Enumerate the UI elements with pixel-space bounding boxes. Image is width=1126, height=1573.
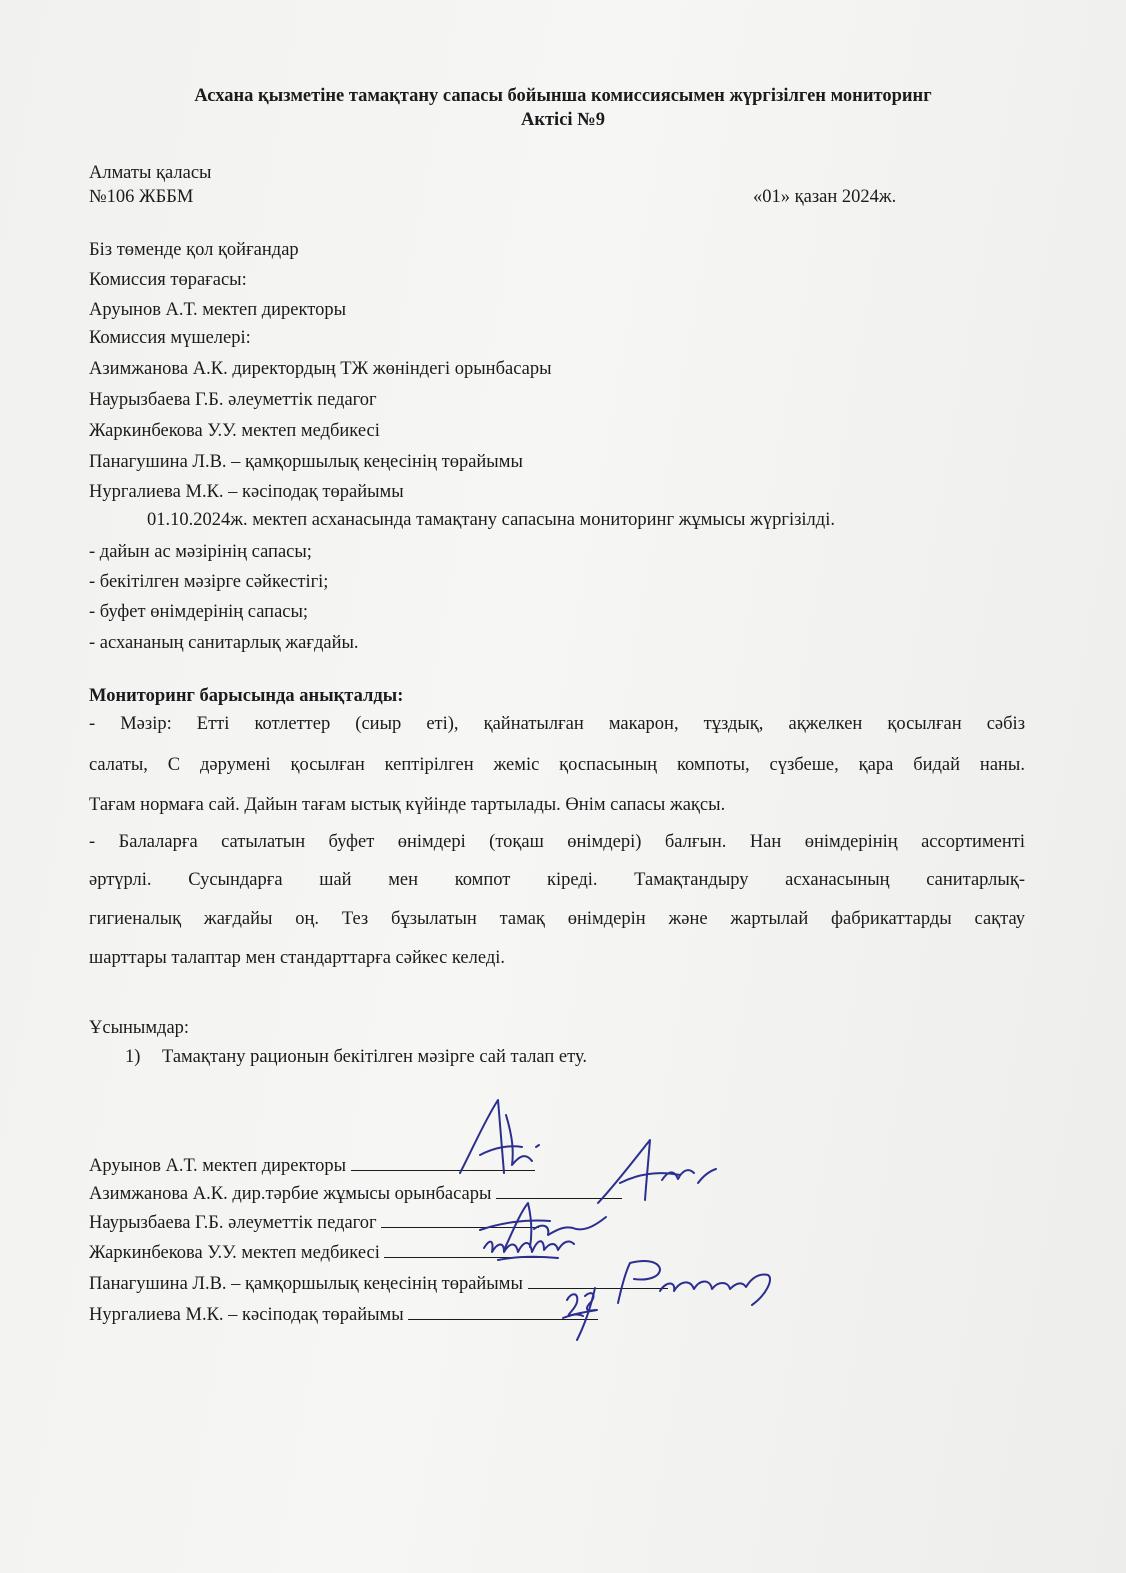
findings-line: шарттары талаптар мен стандарттарға сәйкес келеді. [89,948,506,968]
findings-line: Тағам нормаға сай. Дайын тағам ыстық күйінде тартылады. Өнім сапасы жақсы. [89,795,726,815]
signatory-name: Аруынов А.Т. мектеп директоры [89,1156,347,1176]
signatory-name: Наурызбаева Г.Б. әлеуметтік педагог [89,1213,377,1233]
document-title-line1: Асхана қызметіне тамақтану сапасы бойынша комиссиясымен жүргізілген мониторинг [194,86,932,106]
monitoring-item: - буфет өнімдерінің сапасы; [89,602,309,622]
recommendation-number: 1) [125,1047,141,1067]
recommendation-text: Тамақтану рационын бекітілген мәзірге сай талап ету. [162,1047,587,1067]
signature-row [89,1301,598,1326]
recommendations-label: Ұсынымдар: [89,1018,190,1038]
signed-below-text: Біз төменде қол қойғандар [89,240,299,260]
monitoring-item: - бекітілген мәзірге сәйкестігі; [89,572,329,592]
findings-line: гигиеналық жағдайы оң. Тез бұзылатын тамақ өнімдерін және жартылай фабрикаттарды сақтау [89,909,1025,929]
monitoring-item: - дайын ас мәзірінің сапасы; [89,542,312,562]
signature-scribble-6 [555,1280,605,1345]
document-title-line2: Актісі №9 [520,110,606,130]
signature-scribble-1 [440,1095,560,1180]
monitoring-item: - асхананың санитарлық жағдайы. [89,633,359,653]
member-item: Азимжанова А.К. директордың ТЖ жөніндегі орынбасары [89,359,552,379]
signatory-name: Азимжанова А.К. дир.тәрбие жұмысы орынбасары [89,1184,492,1204]
signatory-name: Панагушина Л.В. – қамқоршылық кеңесінің төрайымы [89,1274,523,1294]
findings-line: әртүрлі. Сусындарға шай мен компот кіреді. Тамақтандыру асханасының санитарлық- [89,870,1025,890]
chair-name: Аруынов А.Т. мектеп директоры [89,300,347,320]
member-item: Наурызбаева Г.Б. әлеуметтік педагог [89,390,377,410]
city: Алматы қаласы [89,163,212,183]
member-item: Жаркинбекова У.У. мектеп медбикесі [89,421,380,441]
findings-line: - Мәзір: Етті котлеттер (сиыр еті), қайнатылған макарон, тұздық, ақжелкен қосылған сәбіз [89,714,1025,734]
findings-line: - Балаларға сатылатын буфет өнімдері (тоқаш өнімдері) балғын. Нан өнімдерінің ассортименті [89,832,1025,852]
signature-scribble-4 [478,1230,578,1265]
school-name: №106 ЖББМ [89,187,194,207]
document-date: «01» қазан 2024ж. [753,187,897,207]
signatory-name: Нургалиева М.К. – кәсіподақ төрайымы [89,1305,404,1325]
chair-label: Комиссия төрағасы: [89,270,247,290]
signature-scribble-5 [600,1255,790,1310]
members-label: Комиссия мүшелері: [89,328,251,348]
findings-heading: Мониторинг барысында анықталды: [89,686,404,706]
signatory-name: Жаркинбекова У.У. мектеп медбикесі [89,1243,380,1263]
monitoring-statement: 01.10.2024ж. мектеп асханасында тамақтану сапасына мониторинг жұмысы жүргізілді. [147,510,835,530]
findings-line: салаты, С дәрумені қосылған кептірілген жеміс қоспасының компоты, сүзбеше, қара бидай наны. [89,755,1025,775]
member-item: Нургалиева М.К. – кәсіподақ төрайымы [89,482,404,502]
member-item: Панагушина Л.В. – қамқоршылық кеңесінің төрайымы [89,452,523,472]
